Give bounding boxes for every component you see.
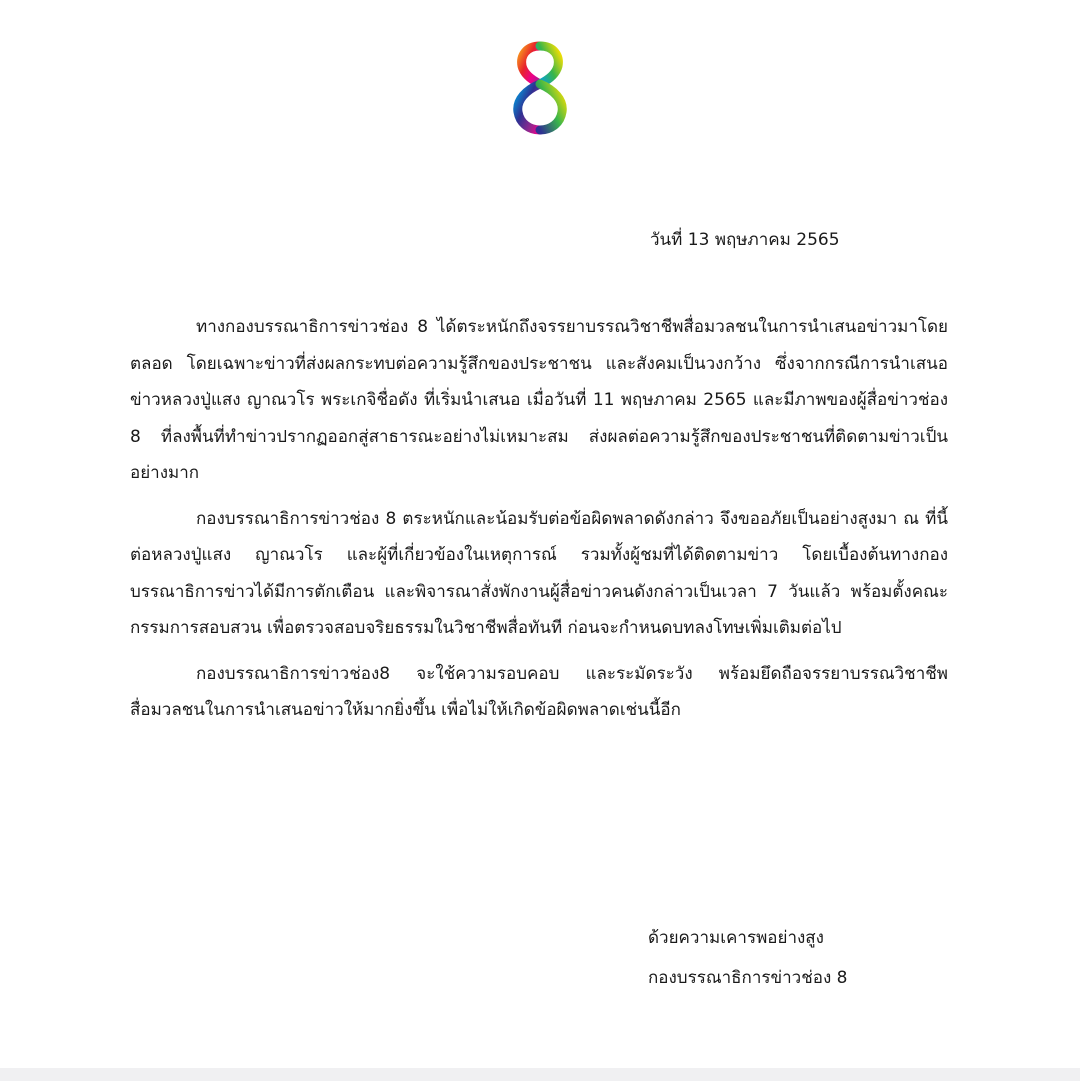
channel-8-logo: [508, 40, 572, 136]
letter-body: [130, 309, 948, 738]
paragraph-3: กองบรรณาธิการข่าวช่อง8 จะใช้ความรอบคอบ และระมัดระวัง พร้อมยึดถือจรรยาบรรณวิชาชีพสื่อมวลชนในการนำเสนอข่าวให้มากยิ่งขึ้น เพื่อไม่ให้เกิดข้อผิดพลาดเช่นนี้อีก: [130, 663, 948, 720]
paragraph-1: ทางกองบรรณาธิการข่าวช่อง 8 ได้ตระหนักถึงจรรยาบรรณวิชาชีพสื่อมวลชนในการนำเสนอข่าวมาโดยตลอด โดยเฉพาะข่าวที่ส่งผลกระทบต่อความรู้สึกของประชาชน และสังคมเป็นวงกว้าง ซึ่งจากกรณีการนำเสนอข่าวหลวงปู่แสง ญาณวโร พระเกจิชื่อดัง ที่เริ่มนำเสนอ เมื่อวันที่ 11 พฤษภาคม 2565 และมีภาพของผู้สื่อข่าวช่อง 8 ที่ลงพื้นที่ทำข่าวปรากฏออกสู่สาธารณะอย่างไม่เหมาะสม ส่งผลต่อความรู้สึกของประชาชนที่ติดตามข่าวเป็นอย่างมาก: [130, 317, 948, 483]
paragraph-2: กองบรรณาธิการข่าวช่อง 8 ตระหนักและน้อมรับต่อข้อผิดพลาดดังกล่าว จึงขออภัยเป็นอย่างสูงมา ณ ที่นี้ ต่อหลวงปู่แสง ญาณวโร และผู้ที่เกี่ยวข้องในเหตุการณ์ รวมทั้งผู้ชมที่ได้ติดตามข่าว โดยเบื้องต้นทางกองบรรณาธิการข่าวได้มีการตักเตือน และพิจารณาสั่งพักงานผู้สื่อข่าวคนดังกล่าวเป็นเวลา 7 วันแล้ว พร้อมตั้งคณะกรรมการสอบสวน เพื่อตรวจสอบจริยธรรมในวิชาชีพสื่อทันที ก่อนจะกำหนดบทลงโทษเพิ่มเติมต่อไป: [130, 508, 948, 638]
signature-organization: กองบรรณาธิการข่าวช่อง 8: [648, 968, 848, 988]
bottom-edge: [0, 1068, 1080, 1081]
closing-salutation: ด้วยความเคารพอย่างสูง: [648, 928, 824, 948]
closing-block: [648, 918, 848, 998]
letter-date: วันที่ 13 พฤษภาคม 2565: [650, 230, 840, 250]
